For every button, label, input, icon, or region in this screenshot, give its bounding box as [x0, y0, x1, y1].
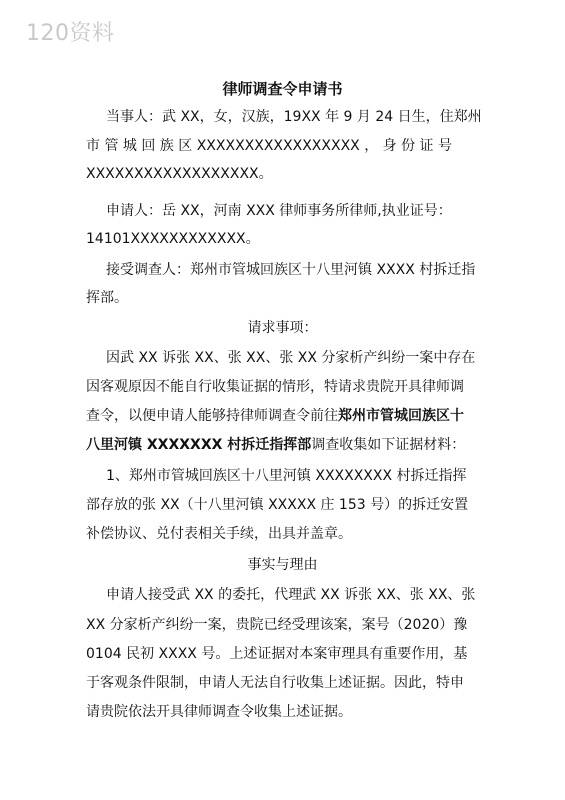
investigated-line-1: 接受调查人：郑州市管城回族区十八里河镇 XXXX 村拆迁指	[106, 262, 476, 278]
request-line-4	[86, 435, 465, 455]
applicant-line-2: 14101XXXXXXXXXXXX。	[86, 231, 260, 247]
applicant-line-1: 申请人：岳 XX，河南 XXX 律师事务所律师,执业证号：	[106, 203, 452, 219]
party-line-1: 当事人：武 XX，女，汉族，19XX 年 9 月 24 日生，住郑州	[106, 109, 482, 125]
party-line-2: 市 管 城 回 族 区 XXXXXXXXXXXXXXXXX ， 身 份 证 号	[86, 138, 452, 154]
request-line-4-tail: 调查收集如下证据材料：	[311, 437, 466, 453]
facts-line-4: 于客观条件限制，申请人无法自行收集上述证据。因此，特申	[86, 675, 464, 691]
watermark: 120资料	[26, 21, 115, 46]
investigated-line-2: 挥部。	[86, 290, 128, 306]
facts-line-5: 请贵院依法开具律师调查令收集上述证据。	[86, 704, 352, 720]
request-line-3	[86, 406, 464, 426]
request-location-bold-b: 八里河镇 XXXXXXX 村拆迁指挥部	[86, 437, 312, 453]
request-line-1: 因武 XX 诉张 XX、张 XX、张 XX 分家析产纠纷一案中存在	[106, 350, 476, 366]
request-location-bold-a: 郑州市管城回族区十	[338, 408, 464, 424]
heading-requests: 请求事项：	[247, 320, 318, 336]
facts-line-2: XX 分家析产纠纷一案，贵院已经受理该案，案号（2020）豫	[86, 617, 468, 633]
heading-facts: 事实与理由	[247, 557, 318, 573]
request-line-2: 因客观原因不能自行收集证据的情形，特请求贵院开具律师调	[86, 379, 464, 395]
item-1-line-1: 1、郑州市管城回族区十八里河镇 XXXXXXXX 村拆迁指挥	[106, 468, 467, 484]
item-1-line-3: 补偿协议、兑付表相关手续，出具并盖章。	[86, 526, 352, 542]
item-1-line-2: 部存放的张 XX（十八里河镇 XXXXX 庄 153 号）的拆迁安置	[86, 497, 469, 513]
facts-line-1: 申请人接受武 XX 的委托，代理武 XX 诉张 XX、张 XX、张	[106, 587, 476, 603]
document-title: 律师调查令申请书	[222, 80, 343, 98]
request-line-3-text: 查令，以便申请人能够持律师调查令前往	[86, 408, 338, 424]
facts-line-3: 0104 民初 XXXX 号。上述证据对本案审理具有重要作用，基	[86, 646, 468, 662]
party-line-3: XXXXXXXXXXXXXXXXXX。	[86, 166, 273, 182]
